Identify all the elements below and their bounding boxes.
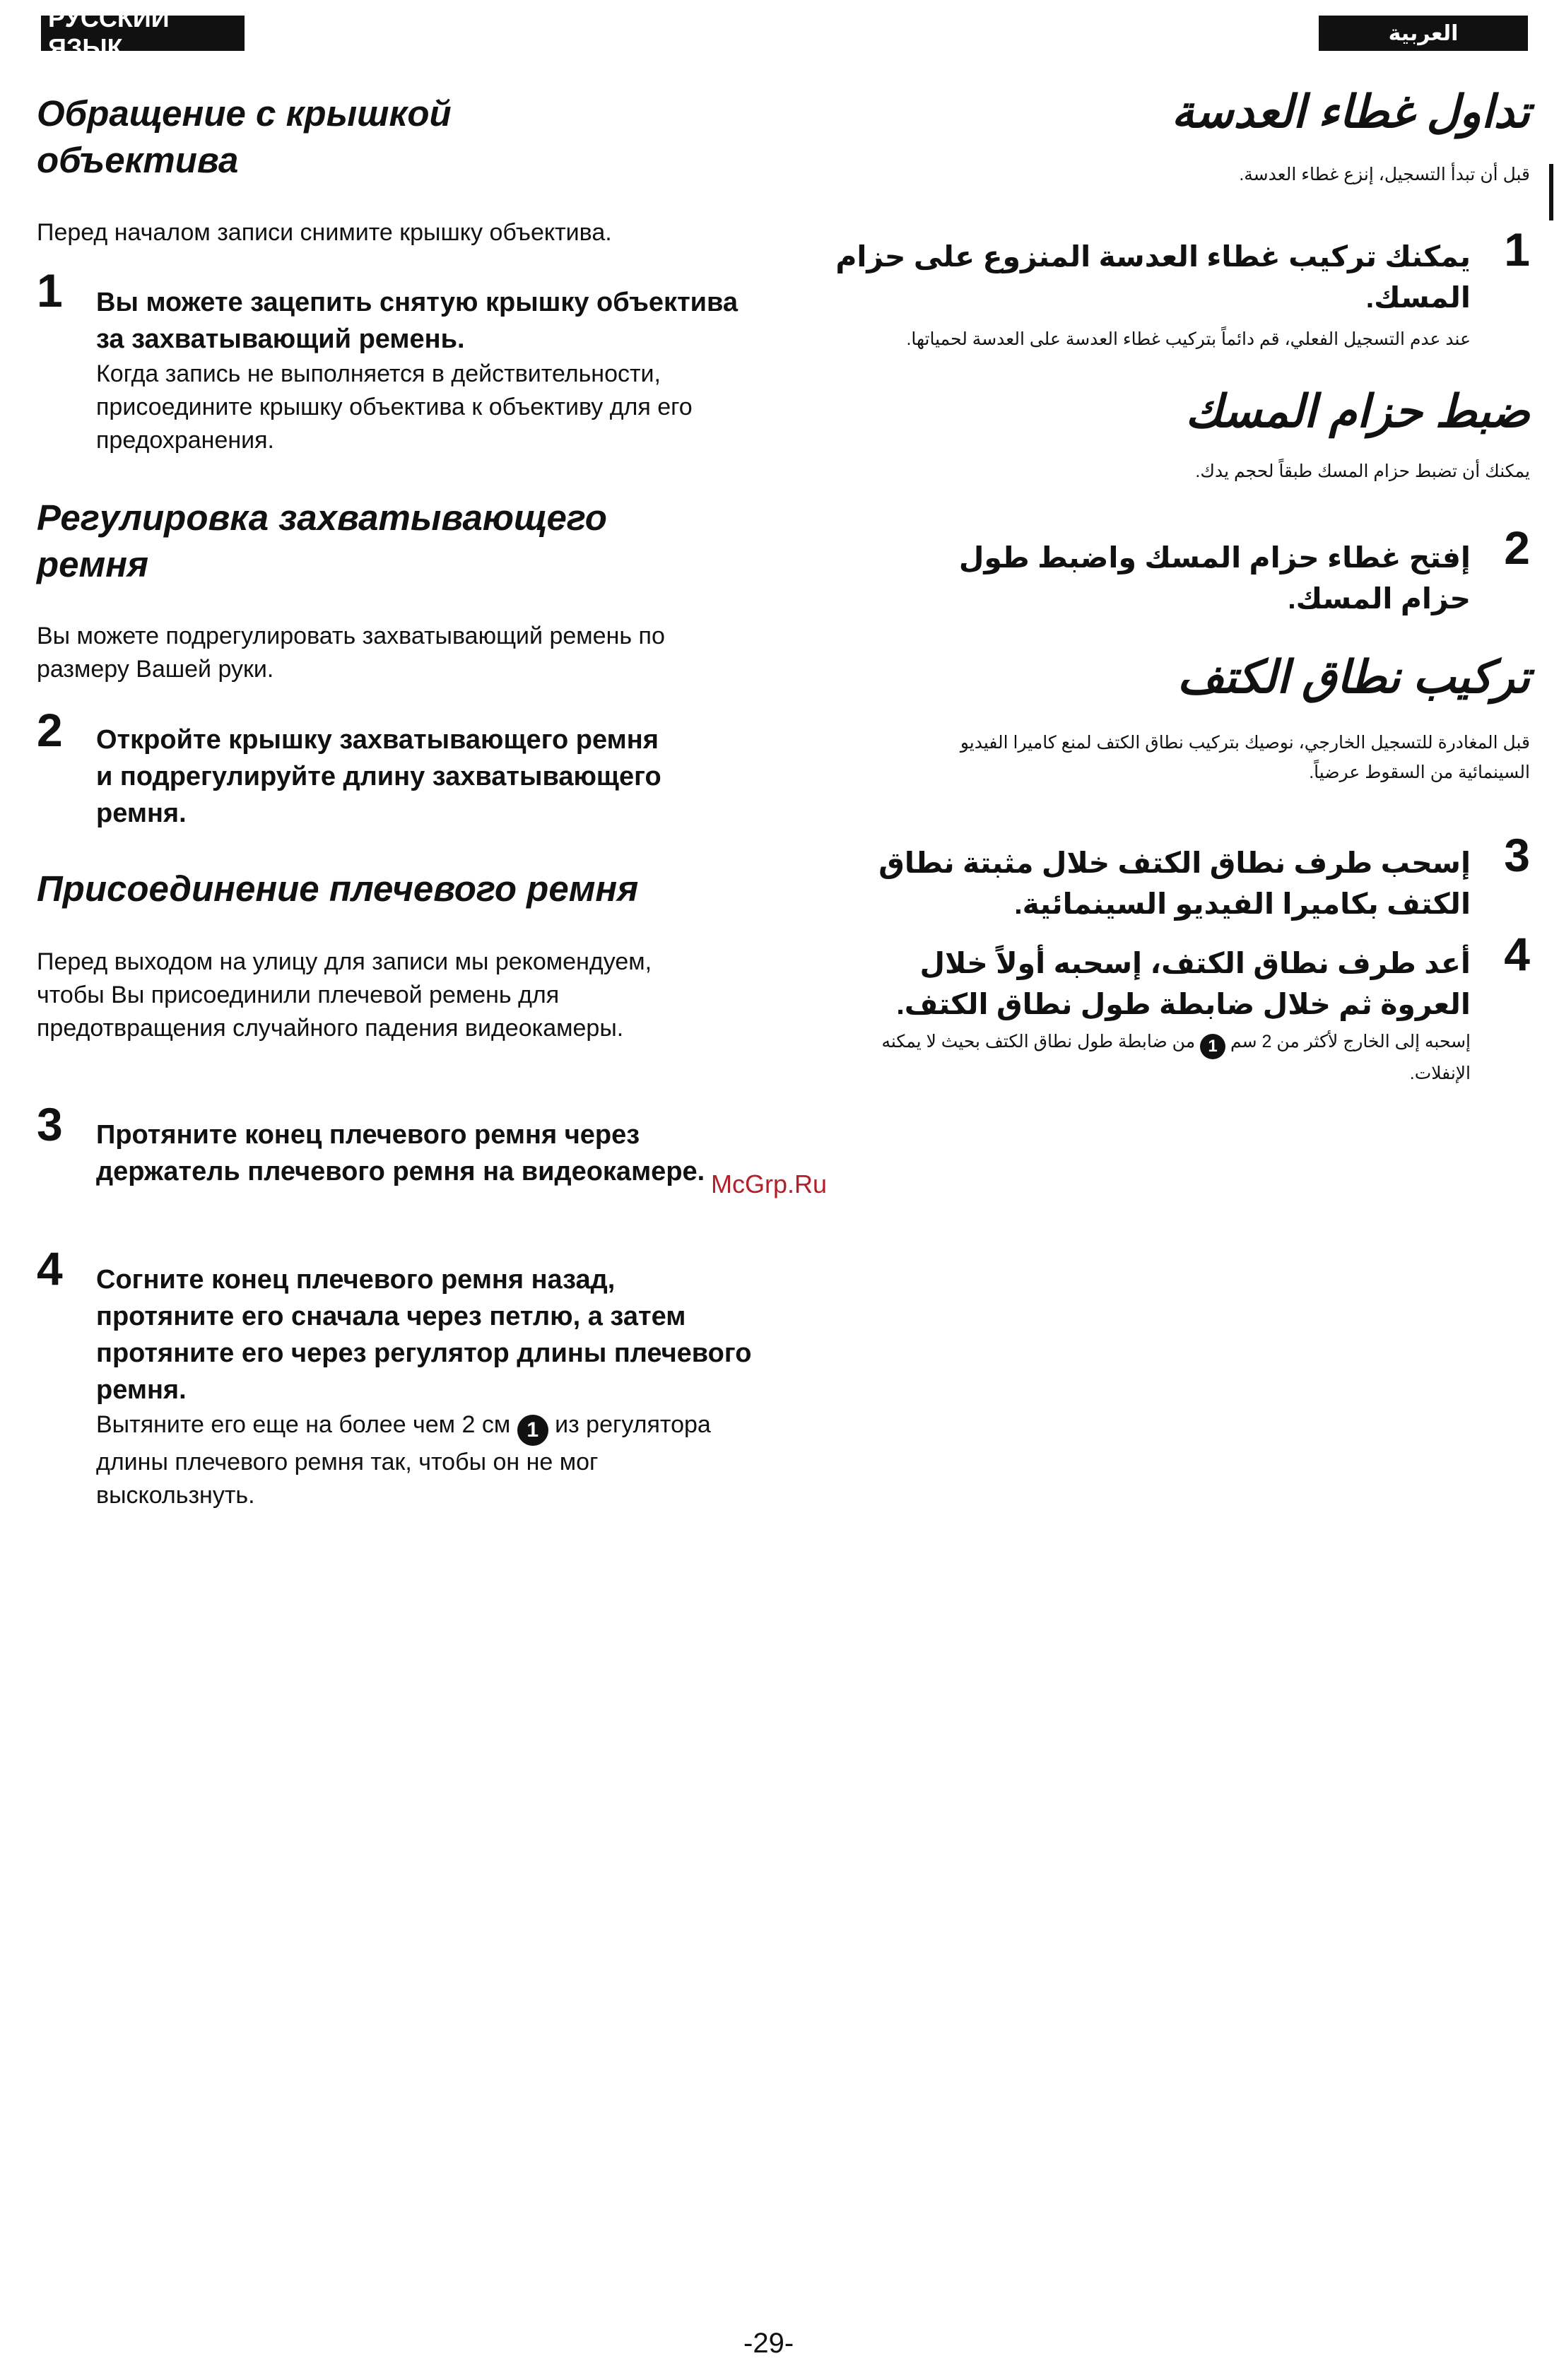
language-tab-arabic: العربية: [1319, 16, 1528, 51]
step-number-1-ar: 1: [1504, 223, 1530, 276]
step-number-4-ar: 4: [1504, 928, 1530, 980]
section-title-grip-belt: Регулировка захватывающего ремня: [37, 497, 607, 584]
section-intro-lens-cap-ar: قبل أن تبدأ التسجيل، إنزع غطاء العدسة.: [1239, 165, 1530, 184]
page-number: -29-: [743, 2328, 794, 2359]
step-number-2-ar: 2: [1504, 522, 1530, 574]
step-1-ar-instruction: يمكنك تركيب غطاء العدسة المنزوع على حزام المسك.: [835, 240, 1471, 314]
step-4: [96, 1261, 753, 1512]
step-4-ar-note: [870, 1027, 1471, 1088]
step-number-3-ar: 3: [1504, 829, 1530, 881]
section-intro-shoulder-strap-ar: قبل المغادرة للتسجيل الخارجي، نوصيك بتركيب نطاق الكتف لمنع كاميرا الفيديو السينمائية من السقوط عرضياً.: [960, 733, 1530, 782]
step-1-note: Когда запись не выполняется в действительности, присоедините крышку объектива к объективу для его предохранения.: [96, 360, 693, 454]
step-3: [96, 1117, 753, 1190]
step-4-ar-note-part-a: إسحبه إلى الخارج لأكثر من 2 سم: [1230, 1032, 1471, 1051]
callout-marker-1-ar: 1: [1200, 1034, 1225, 1059]
section-title-shoulder-strap-ar: تركيب نطاق الكتف: [1177, 652, 1530, 702]
section-title-grip-belt-ar: ضبط حزام المسك: [1185, 386, 1530, 437]
section-title-shoulder-strap: Присоединение плечевого ремня: [37, 868, 639, 909]
watermark: McGrp.Ru: [711, 1170, 828, 1198]
step-2-instruction: Откройте крышку захватывающего ремня и подрегулируйте длину захватывающего ремня.: [96, 725, 661, 828]
step-number-4: 4: [37, 1242, 63, 1295]
step-4-note-part-b: из регулятора длины плечевого ремня так, чтобы он не мог выскользнуть.: [96, 1411, 711, 1509]
step-1-ar-note: عند عدم التسجيل الفعلي، قم دائماً بتركيب غطاء العدسة على العدسة لحمياتها.: [906, 329, 1471, 349]
step-4-ar-note-part-b: من ضابطة طول نطاق الكتف بحيث لا يمكنه الإنفلات.: [881, 1032, 1471, 1083]
section-intro-grip-belt-ar: يمكنك أن تضبط حزام المسك طبقاً لحجم يدك.: [1195, 461, 1530, 481]
section-title-lens-cap-ar: تداول غطاء العدسة: [1171, 86, 1530, 137]
step-4-note: [96, 1408, 753, 1512]
callout-marker-1: 1: [517, 1415, 548, 1446]
step-number-3: 3: [37, 1098, 63, 1150]
step-1-instruction: Вы можете зацепить снятую крышку объектива за захватывающий ремень.: [96, 288, 739, 354]
page-edge-marker: [1549, 164, 1553, 220]
step-4-note-part-a: Вытяните его еще на более чем 2 см: [96, 1411, 511, 1438]
step-4-instruction: Согните конец плечевого ремня назад, протяните его сначала через петлю, а затем протяните его через регулятор длины плечевого ремня.: [96, 1265, 752, 1405]
section-intro-grip-belt: Вы можете подрегулировать захватывающий ремень по размеру Вашей руки.: [37, 623, 665, 683]
step-1: [96, 284, 753, 457]
section-title-lens-cap: Обращение с крышкой объектива: [37, 93, 452, 180]
step-3-ar-instruction: إسحب طرف نطاق الكتف خلال مثبتة نطاق الكتف بكاميرا الفيديو السينمائية.: [878, 847, 1471, 920]
step-3-instruction: Протяните конец плечевого ремня через держатель плечевого ремня на видеокамере.: [96, 1120, 705, 1186]
step-2-ar-instruction: إفتح غطاء حزام المسك واضبط طول حزام المسك.: [958, 541, 1471, 615]
section-intro-lens-cap: Перед началом записи снимите крышку объектива.: [37, 219, 612, 246]
language-tab-russian: РУССКИЙ ЯЗЫК: [41, 16, 245, 51]
step-number-1: 1: [37, 264, 63, 317]
section-intro-shoulder-strap: Перед выходом на улицу для записи мы рекомендуем, чтобы Вы присоединили плечевой ремень для предотвращения случайного падения видеокамеры.: [37, 948, 652, 1042]
step-2: [96, 721, 676, 832]
step-4-ar-instruction: أعد طرف نطاق الكتف، إسحبه أولاً خلال العروة ثم خلال ضابطة طول نطاق الكتف.: [896, 947, 1471, 1020]
step-number-2: 2: [37, 704, 63, 756]
